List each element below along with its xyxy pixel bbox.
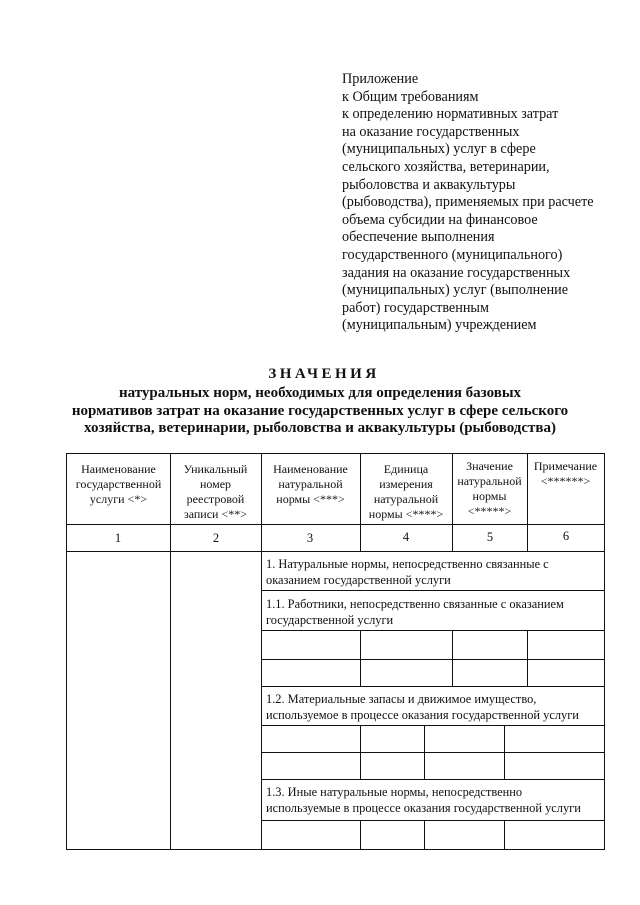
- appendix-line: государственного (муниципального): [342, 246, 563, 263]
- table-rule: [360, 820, 361, 849]
- section-line: государственной услуги: [266, 612, 394, 627]
- table-rule: [261, 820, 604, 821]
- appendix-line: к определению нормативных затрат: [342, 106, 559, 123]
- table-rule: [504, 820, 505, 849]
- header-line: нормы <****>: [368, 507, 444, 521]
- section-line: оказанием государственной услуги: [266, 572, 451, 587]
- table-rule: [261, 686, 604, 687]
- section-line: 1.3. Иные натуральные нормы, непосредственно: [266, 785, 523, 799]
- appendix-line: обеспечение выполнения: [342, 229, 495, 246]
- table-rule: [261, 454, 262, 849]
- column-number: 1: [114, 531, 122, 545]
- subtitle-line: натуральных норм, необходимых для определения базовых: [118, 385, 522, 401]
- header-unit: [360, 462, 452, 522]
- appendix-line: задания на оказание государственных: [342, 264, 571, 281]
- header-line: услуги <*>: [89, 492, 148, 506]
- header-line: Наименование: [273, 462, 348, 476]
- subtitle-line: хозяйства, ветеринарии, рыболовства и аквакультуры (рыбоводства): [84, 420, 556, 436]
- header-norm-value: [452, 459, 527, 519]
- header-line: <******>: [540, 474, 591, 488]
- document-title: [0, 366, 640, 438]
- table-rule: [261, 590, 604, 591]
- table-rule: [67, 524, 604, 525]
- table-rule: [424, 820, 425, 849]
- section-line: 1. Натуральные нормы, непосредственно связанные с: [266, 557, 549, 571]
- header-line: натуральной: [457, 474, 522, 488]
- table-rule: [504, 725, 505, 779]
- header-line: Примечание: [533, 459, 598, 473]
- appendix-line: (рыбоводства), применяемых при расчете: [342, 194, 594, 211]
- appendix-note: [342, 71, 632, 335]
- table-rule: [424, 725, 425, 779]
- header-line: записи <**>: [183, 507, 248, 521]
- title-subtitle: [0, 385, 640, 438]
- table-rule: [67, 551, 604, 552]
- appendix-line: объема субсидии на финансовое: [342, 211, 538, 228]
- section-line: используемое в процессе оказания государственной услуги: [266, 707, 579, 722]
- header-service-name: [67, 462, 170, 507]
- section-natural-norms: [266, 557, 549, 588]
- column-number: 6: [562, 529, 570, 543]
- appendix-line: к Общим требованиям: [342, 88, 479, 105]
- section-line: используемые в процессе оказания государственной услуги: [266, 800, 581, 815]
- header-note: [527, 459, 604, 489]
- header-line: реестровой: [186, 492, 245, 506]
- appendix-line: сельского хозяйства, ветеринарии,: [342, 158, 550, 175]
- header-line: государственной: [75, 477, 162, 491]
- appendix-line: (муниципальных) услуг в сфере: [342, 141, 536, 158]
- section-material-stocks: [266, 692, 579, 723]
- table-rule: [527, 630, 528, 686]
- column-number: 5: [486, 530, 494, 544]
- section-other-norms: [266, 785, 581, 816]
- header-line: Значение: [466, 459, 513, 473]
- header-line: <*****>: [467, 504, 512, 518]
- subtitle-line: нормативов затрат на оказание государственных услуг в сфере сельского: [71, 402, 569, 419]
- table-rule: [261, 752, 604, 753]
- table-rule: [360, 725, 361, 779]
- norms-table: [66, 453, 605, 850]
- column-number: 4: [402, 530, 410, 544]
- header-line: нормы: [472, 489, 507, 503]
- appendix-line: Приложение: [342, 71, 419, 87]
- header-norm-name: [261, 462, 360, 507]
- table-rule: [261, 779, 604, 780]
- header-line: Наименование: [81, 462, 156, 476]
- header-line: измерения: [379, 477, 433, 491]
- table-rule: [261, 630, 604, 631]
- header-line: натуральной: [373, 492, 439, 506]
- appendix-line: рыболовства и аквакультуры: [342, 176, 516, 193]
- header-line: номер: [199, 477, 232, 491]
- appendix-line: (муниципальным) учреждением: [342, 317, 537, 334]
- appendix-line: на оказание государственных: [342, 123, 520, 140]
- table-rule: [360, 630, 361, 686]
- table-rule: [261, 659, 604, 660]
- header-line: нормы <***>: [276, 492, 345, 506]
- header-registry-number: [170, 462, 261, 522]
- column-number: 3: [306, 531, 314, 545]
- header-line: Единица: [383, 462, 429, 476]
- column-number: 2: [212, 531, 220, 545]
- table-rule: [452, 630, 453, 686]
- section-line: 1.2. Материальные запасы и движимое имущество,: [266, 692, 537, 706]
- header-line: Уникальный: [183, 462, 248, 476]
- title-main: ЗНАЧЕНИЯ: [268, 366, 380, 382]
- appendix-line: (муниципальных) услуг (выполнение: [342, 282, 569, 299]
- section-line: 1.1. Работники, непосредственно связанные с оказанием: [266, 597, 564, 611]
- table-rule: [261, 725, 604, 726]
- appendix-line: работ) государственным: [342, 299, 489, 316]
- header-line: натуральной: [278, 477, 343, 491]
- section-workers: [266, 597, 564, 628]
